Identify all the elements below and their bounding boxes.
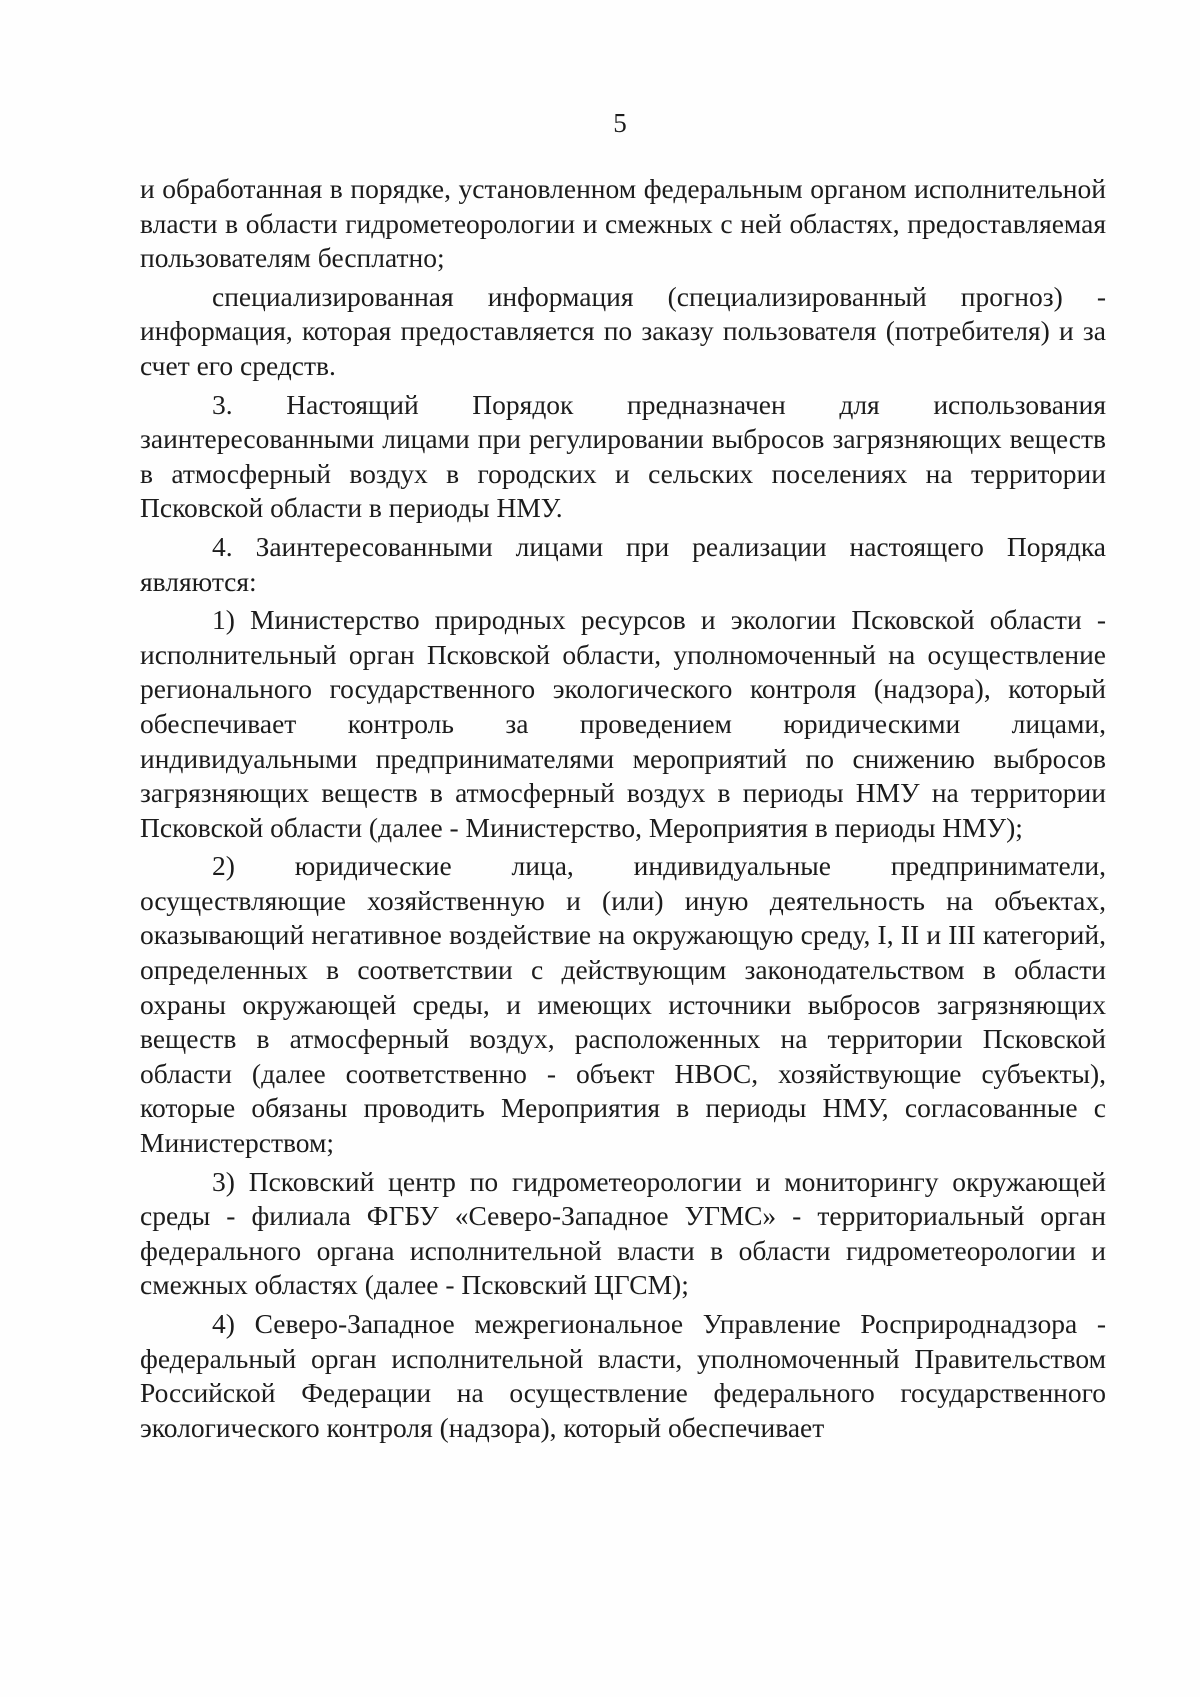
paragraph-item-3: 3. Настоящий Порядок предназначен для использования заинтересованными лицами при регулировании выбросов загрязняющих веществ в атмосферный воздух в городских и сельских поселениях на территории Псковской области в периоды НМУ. <box>140 388 1106 524</box>
document-body <box>140 172 1106 1449</box>
paragraph-subitem-1: 1) Министерство природных ресурсов и экологии Псковской области - исполнительный орган Псковской области, уполномоченный на осуществление регионального государственного экологического контроля (надзора), который обеспечивает контроль за проведением юридическими лицами, индивидуальными предпринимателями мероприятий по снижению выбросов загрязняющих веществ в атмосферный воздух в периоды НМУ на территории Псковской области (далее - Министерство, Мероприятия в периоды НМУ); <box>140 604 1106 843</box>
paragraph-subitem-4: 4) Северо-Западное межрегиональное Управление Росприроднадзора - федеральный орган исполнительной власти, уполномоченный Правительством Российской Федерации на осуществление федерального государственного экологического контроля (надзора), который обеспечивает <box>140 1308 1106 1443</box>
paragraph-specialized-info: специализированная информация (специализированный прогноз) - информация, которая предоставляется по заказу пользователя (потребителя) и за счет его средств. <box>140 280 1106 381</box>
paragraph-subitem-3: 3) Псковский центр по гидрометеорологии и мониторингу окружающей среды - филиала ФГБУ «Северо-Западное УГМС» - территориальный орган федерального органа исполнительной власти в области гидрометеорологии и смежных областях (далее - Псковский ЦГСМ); <box>140 1165 1106 1301</box>
paragraph-item-4: 4. Заинтересованными лицами при реализации настоящего Порядка являются: <box>140 530 1106 597</box>
paragraph-continuation: и обработанная в порядке, установленном федеральным органом исполнительной власти в области гидрометеорологии и смежных с ней областях, предоставляемая пользователям бесплатно; <box>140 173 1106 274</box>
page-number: 5 <box>613 108 627 138</box>
paragraph-subitem-2: 2) юридические лица, индивидуальные предприниматели, осуществляющие хозяйственную и (или) иную деятельность на объектах, оказывающий негативное воздействие на окружающую среду, I, II и III категорий, определенных в соответствии с действующим законодательством в области охраны окружающей среды, и имеющих источники выбросов загрязняющих веществ в атмосферный воздух, расположенных на территории Псковской области (далее соответственно - объект НВОС, хозяйствующие субъекты), которые обязаны проводить Мероприятия в периоды НМУ, согласованные с Министерством; <box>140 850 1106 1159</box>
